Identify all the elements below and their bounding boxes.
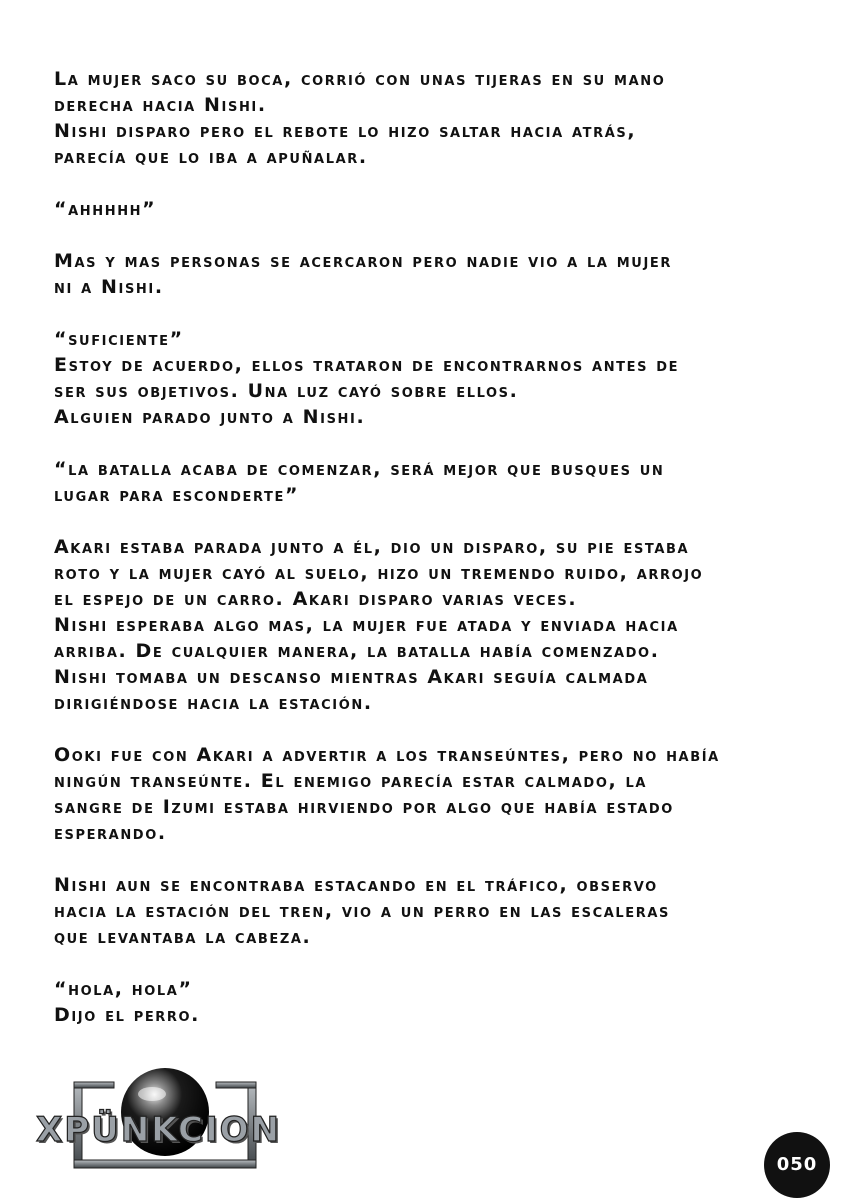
logo-wordmark: XPÜNKCION bbox=[36, 1110, 281, 1150]
text-line: ningún transeúnte. El enemigo parecía estar calmado, la bbox=[54, 770, 648, 792]
paragraph bbox=[54, 196, 814, 222]
text-line: Akari estaba parada junto a él, dio un disparo, su pie estaba bbox=[54, 536, 690, 558]
text-line: La mujer saco su boca, corrió con unas tijeras en su mano bbox=[54, 68, 666, 90]
text-line: ser sus objetivos. Una luz cayó sobre ellos. bbox=[54, 380, 519, 402]
text-line: Nishi esperaba algo mas, la mujer fue atada y enviada hacia bbox=[54, 614, 679, 636]
paragraph bbox=[54, 66, 814, 170]
paragraph bbox=[54, 534, 814, 716]
text-line: Dijo el perro. bbox=[54, 1004, 200, 1026]
paragraph bbox=[54, 976, 814, 1028]
paragraph bbox=[54, 456, 814, 508]
text-line: esperando. bbox=[54, 822, 167, 844]
text-line: roto y la mujer cayó al suelo, hizo un tremendo ruido, arrojo bbox=[54, 562, 704, 584]
text-line: Nishi disparo pero el rebote lo hizo saltar hacia atrás, bbox=[54, 120, 637, 142]
text-line: el espejo de un carro. Akari disparo varias veces. bbox=[54, 588, 578, 610]
text-line: parecía que lo iba a apuñalar. bbox=[54, 146, 368, 168]
paragraph bbox=[54, 742, 814, 846]
text-line: Ooki fue con Akari a advertir a los transeúntes, pero no había bbox=[54, 744, 720, 766]
text-line: “ahhhhh” bbox=[54, 198, 157, 220]
text-line: dirigiéndose hacia la estación. bbox=[54, 692, 373, 714]
text-line: sangre de Izumi estaba hirviendo por algo que había estado bbox=[54, 796, 674, 818]
text-line: derecha hacia Nishi. bbox=[54, 94, 267, 116]
text-line: Mas y mas personas se acercaron pero nadie vio a la mujer bbox=[54, 250, 672, 272]
text-line: Nishi aun se encontraba estacando en el tráfico, observo bbox=[54, 874, 658, 896]
text-line: arriba. De cualquier manera, la batalla había comenzado. bbox=[54, 640, 660, 662]
story-text bbox=[54, 66, 814, 1054]
page-number-badge: 050 bbox=[764, 1132, 830, 1198]
xpunkcion-logo bbox=[34, 1064, 304, 1180]
paragraph bbox=[54, 248, 814, 300]
text-line: que levantaba la cabeza. bbox=[54, 926, 312, 948]
text-line: Estoy de acuerdo, ellos trataron de encontrarnos antes de bbox=[54, 354, 680, 376]
paragraph bbox=[54, 326, 814, 430]
text-line: hacia la estación del tren, vio a un perro en las escaleras bbox=[54, 900, 671, 922]
text-line: “hola, hola” bbox=[54, 978, 193, 1000]
text-line: “suficiente” bbox=[54, 328, 184, 350]
text-line: Nishi tomaba un descanso mientras Akari seguía calmada bbox=[54, 666, 649, 688]
paragraph bbox=[54, 872, 814, 950]
text-line: lugar para esconderte” bbox=[54, 484, 300, 506]
text-line: Alguien parado junto a Nishi. bbox=[54, 406, 366, 428]
text-line: ni a Nishi. bbox=[54, 276, 164, 298]
text-line: “la batalla acaba de comenzar, será mejor que busques un bbox=[54, 458, 665, 480]
